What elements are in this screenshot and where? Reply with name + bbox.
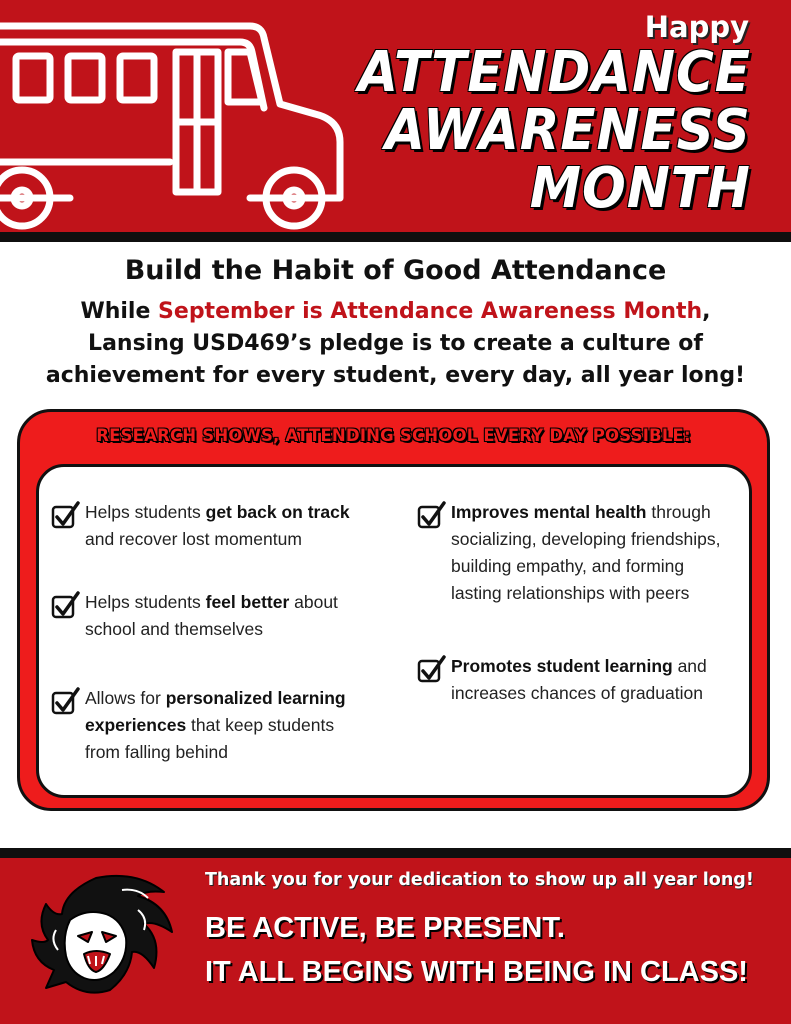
checkbox-check-icon xyxy=(417,501,447,531)
title-line: AWARENESS xyxy=(385,98,751,163)
list-item: Promotes student learning and increases chances of graduation xyxy=(417,653,737,707)
list-item: Improves mental health through socializing, developing friendships, building empathy, and forming lasting relationships with peers xyxy=(417,499,737,607)
slogan xyxy=(205,906,748,994)
research-title: RESEARCH SHOWS, ATTENDING SCHOOL EVERY DAY POSSIBLE: xyxy=(96,426,691,445)
item-emphasis: feel better xyxy=(205,592,290,612)
footer-divider xyxy=(0,848,791,858)
school-bus-icon xyxy=(0,12,360,232)
slogan-line-1: BE ACTIVE, BE PRESENT. xyxy=(205,912,565,944)
intro-line-3: achievement for every student, every day, all year long! xyxy=(45,363,746,388)
happy-label: Happy xyxy=(644,10,749,44)
checkbox-check-icon xyxy=(51,591,81,621)
intro-line-2: Lansing USD469’s pledge is to create a culture of xyxy=(88,331,703,356)
checkbox-check-icon xyxy=(417,655,447,685)
research-list xyxy=(36,464,752,798)
checkbox-check-icon xyxy=(51,687,81,717)
intro-line-1: While September is Attendance Awareness Month, xyxy=(80,299,711,324)
list-item: Helps students get back on track and recover lost momentum xyxy=(51,499,391,553)
item-emphasis: get back on track xyxy=(205,502,350,522)
section-heading: Build the Habit of Good Attendance xyxy=(124,255,667,286)
title-line: MONTH xyxy=(529,156,751,221)
slogan-line-2: IT ALL BEGINS WITH BEING IN CLASS! xyxy=(205,956,748,988)
research-panel xyxy=(17,409,770,811)
page-title xyxy=(324,40,751,221)
item-emphasis: Improves mental health xyxy=(451,502,647,522)
header-divider xyxy=(0,232,791,242)
title-line: ATTENDANCE xyxy=(358,40,751,105)
item-emphasis: personalized learning experiences xyxy=(85,688,346,735)
list-item: Allows for personalized learning experiences that keep students from falling behind xyxy=(51,685,371,766)
highlight-text: September is Attendance Awareness Month xyxy=(158,299,703,324)
lion-mascot-icon xyxy=(26,870,176,1000)
intro-paragraph xyxy=(20,296,771,392)
item-emphasis: Promotes student learning xyxy=(451,656,673,676)
thank-you-message: Thank you for your dedication to show up all year long! xyxy=(205,870,754,890)
checkbox-check-icon xyxy=(51,501,81,531)
list-item: Helps students feel better about school and themselves xyxy=(51,589,391,643)
